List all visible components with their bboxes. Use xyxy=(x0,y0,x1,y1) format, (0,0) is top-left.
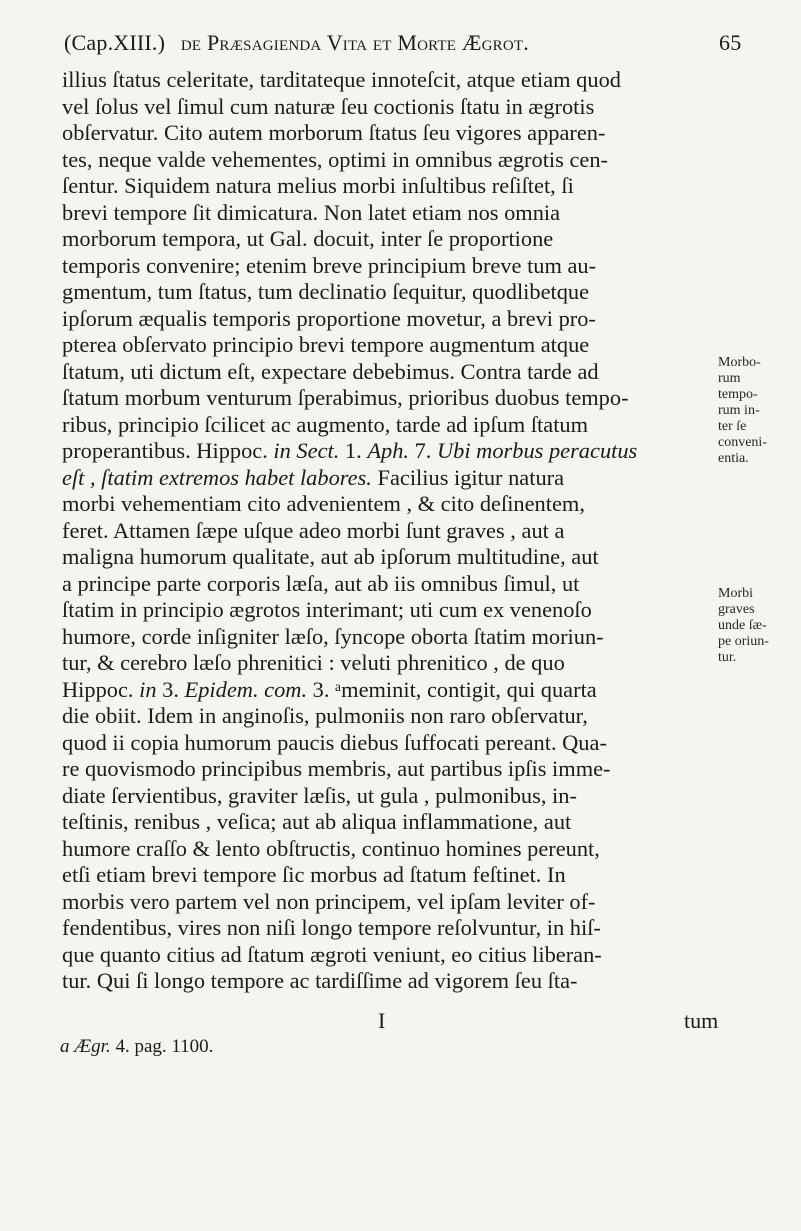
margin-note-line: graves xyxy=(718,602,755,617)
text-run: 7. xyxy=(409,438,437,463)
text-line: diate ſervientibus, graviter læſis, ut gula , pulmonibus, in- xyxy=(62,782,577,808)
text-line: tur, & cerebro læſo phrenitici : veluti phrenitico , de quo xyxy=(62,650,565,675)
text-line: fendentibus, vires non niſi longo tempore reſolvuntur, in hiſ- xyxy=(62,915,601,940)
running-title: de Præsagienda Vita et Morte Ægrot. xyxy=(180,30,529,55)
text-line: humore, corde inſigniter læſo, ſyncope oborta ſtatim moriun- xyxy=(62,623,604,649)
text-line: gmentum, tum ſtatus, tum declinatio ſequitur, quodlibetque xyxy=(62,279,590,304)
text-line: ſtatim in principio ægrotos interimant; uti cum ex venenoſo xyxy=(62,597,592,622)
chapter-label: (Cap.XIII.) xyxy=(64,30,166,55)
text-line: ſentur. Siquidem natura melius morbi inſultibus reſiſtet, ſi xyxy=(62,173,574,198)
quotation-italic: Ubi morbus peracutus xyxy=(437,438,638,463)
text-line: tes, neque valde vehementes, optimi in omnibus ægrotis cen- xyxy=(62,146,608,172)
citation-italic: Aph. xyxy=(367,438,409,463)
text-run: 3. xyxy=(156,676,185,702)
text-run: Hippoc. xyxy=(62,676,140,702)
text-line: tur. Qui ſi longo tempore ac tardiſſime ad vigorem ſeu ſta- xyxy=(62,968,578,993)
text-line: illius ſtatus celeritate, tarditateque innoteſcit, atque etiam quod xyxy=(62,67,621,92)
text-line: obſervatur. Cito autem morborum ſtatus ſeu vigores apparen- xyxy=(62,120,606,145)
margin-note-line: Morbi xyxy=(718,586,753,601)
quotation-italic: eſt , ſtatim extremos habet labores. xyxy=(62,464,372,490)
text-line: ſtatum, uti dictum eſt, expectare debebimus. Contra tarde ad xyxy=(62,358,599,384)
margin-note-line: tempo- xyxy=(718,387,758,402)
margin-note-line: entia. xyxy=(718,451,749,466)
text-line: teſtinis, renibus , veſica; aut ab aliqua inflammatione, aut xyxy=(62,809,572,834)
citation-italic: in xyxy=(139,676,157,702)
text-line: morborum tempora, ut Gal. docuit, inter ſe proportione xyxy=(62,226,554,251)
margin-note-morbi-graves xyxy=(718,586,800,666)
margin-note-line: rum in- xyxy=(718,403,760,418)
text-line: maligna humorum qualitate, aut ab ipſorum multitudine, aut xyxy=(62,544,599,569)
margin-note-line: Morbo- xyxy=(718,355,761,370)
text-line: humore craſſo & lento obſtructis, continuo homines pereunt, xyxy=(62,835,600,861)
text-line: morbis vero partem vel non principem, vel ipſam leviter of- xyxy=(62,888,596,914)
margin-note-line: rum xyxy=(718,371,741,386)
text-line: ipſorum æqualis temporis proportione movetur, a brevi pro- xyxy=(62,305,596,331)
text-line: re quovismodo principibus membris, aut partibus ipſis imme- xyxy=(62,756,611,781)
margin-note-morborum xyxy=(718,355,800,467)
footnote xyxy=(60,1036,213,1058)
footnote-source: Ægr. xyxy=(74,1036,111,1057)
text-line: a principe parte corporis læſa, aut ab iis omnibus ſimul, ut xyxy=(62,570,580,596)
text-line: temporis convenire; etenim breve principium breve tum au- xyxy=(62,252,597,278)
text-line: que quanto citius ad ſtatum ægroti veniunt, eo citius liberan- xyxy=(62,941,602,967)
text-line: ribus, principio ſcilicet ac augmento, tarde ad ipſum ſtatum xyxy=(62,411,589,437)
margin-note-line: unde ſæ- xyxy=(718,618,767,633)
citation-italic: Epidem. com. xyxy=(184,676,308,702)
text-line: etſi etiam brevi tempore ſic morbus ad ſtatum feſtinet. In xyxy=(62,862,566,887)
footnote-marker: a xyxy=(60,1036,70,1057)
text-line xyxy=(62,677,742,704)
text-line: vel ſolus vel ſimul cum naturæ ſeu coctionis ſtatu in ægrotis xyxy=(62,93,595,119)
margin-note-line: pe oriun- xyxy=(718,634,769,649)
signature-mark: I xyxy=(378,1008,386,1033)
text-run: properantibus. Hippoc. xyxy=(62,438,274,463)
running-header xyxy=(64,30,764,56)
text-line: die obiit. Idem in anginoſis, pulmoniis non raro obſervatur, xyxy=(62,703,588,728)
text-line: pterea obſervato principio brevi tempore augmentum atque xyxy=(62,332,590,357)
text-run: 3. ᵃmeminit, contigit, qui quarta xyxy=(307,676,597,702)
text-line: quod ii copia humorum paucis diebus ſuffocati pereant. Qua- xyxy=(62,729,607,755)
text-run: Facilius igitur natura xyxy=(371,464,565,490)
text-line: feret. Attamen ſæpe uſque adeo morbi ſunt graves , aut a xyxy=(62,517,565,543)
main-text xyxy=(62,67,742,995)
margin-note-line: conveni- xyxy=(718,435,767,450)
text-line: ſtatum morbum venturum ſperabimus, prioribus duobus tempo- xyxy=(62,385,629,410)
margin-note-line: tur. xyxy=(718,650,737,665)
catchword: tum xyxy=(684,1008,719,1033)
footnote-text: 4. pag. 1100. xyxy=(110,1036,214,1057)
text-line xyxy=(62,465,742,492)
page-number: 65 xyxy=(719,30,742,55)
margin-note-line: ter ſe xyxy=(718,419,747,434)
text-line: brevi tempore ſit dimicatura. Non latet etiam nos omnia xyxy=(62,199,561,225)
text-line: morbi vehementiam cito advenientem , & cito deſinentem, xyxy=(62,491,585,516)
citation-italic: in Sect. xyxy=(273,438,340,463)
text-line xyxy=(62,438,742,465)
text-run: 1. xyxy=(339,438,368,463)
